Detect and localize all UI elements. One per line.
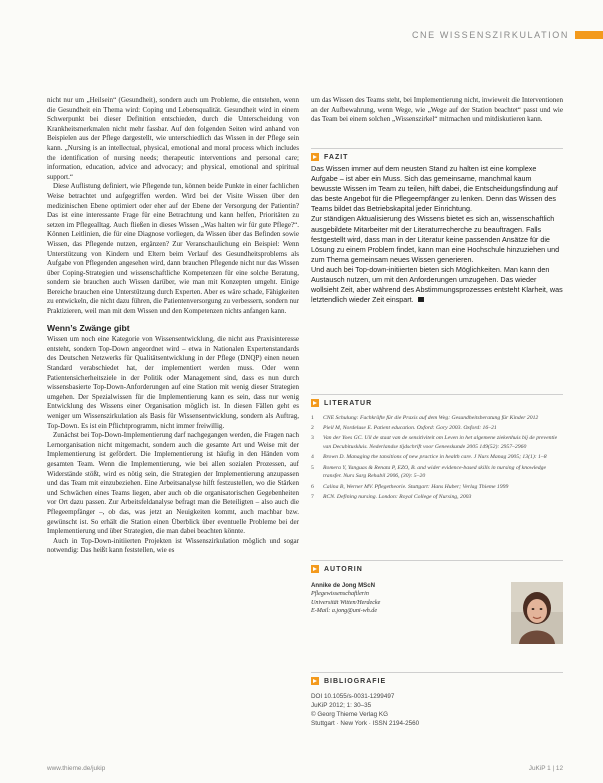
fazit-box (311, 148, 563, 305)
reference-list (311, 414, 563, 502)
reference-item: 4 Brown D. Managing the tansitions of new practice in health care. J Nurs Manag 2005; 13(1): 1–8 (311, 454, 547, 461)
reference-item: 3 Van der Yoes GC. Uil de staat van de sensitiviteit om Leven in het algemene ziekenhuis bij de preventie van Decubituskluis. Nederlandse tijdschrift voor Geneeskunde 2005 149(52): 2957–2960 (311, 435, 558, 451)
left-paragraph: Wissen um noch eine Kategorie von Wissensentwicklung, die nicht aus Praxisinteresse entsteht, sondern Top-Down angeordnet wird – etwa in Nationalen Expertenstandards des Deutschen Netzwerks für Qualitätsentwicklung in der Pflege (DNQP) einen neuen Standard verabschiedet hat, der implementiert werden muss. Oder wenn Patientensicherheitsziele in der Politik oder Management sind, dass es nun durch wissensbasierte Top-Down-Anforderungen auf eine Station mit wenig dieser Strategien umgehen. Der Spezialwissen für die Implementierung kann es sein, dass nur wenig Entwicklung des Wissens einer Organisation möglich ist. In diesen Fällen geht es weniger um Wissenszirkulation als Basis für Wissensentwicklung, sondern als Auftrag, Top-Down. Es ist ein Pflichtprogramm, nicht immer freiwillig. (47, 335, 299, 430)
fazit-paragraph: Und auch bei Top-down-initiierten bieten sich Möglichkeiten. Man kann den Austausch nutzen, um mit den Anforderungen umzugehen. Das wieder wollsieht Zeit, aber während des Abstimmungsprozesses entsteht Klarheit, was letztendlich wieder Zeit einspart. (311, 264, 563, 305)
header-accent-bar (575, 31, 603, 39)
arrow-icon (311, 677, 319, 685)
author-line: Pflegewissenschaftlerin (311, 591, 369, 598)
arrow-icon (311, 153, 319, 161)
left-column (47, 96, 299, 556)
running-title: CNE WISSENSZIRKULATION (411, 30, 569, 40)
right-intro-paragraph: um das Wissen des Teams steht, bei Implementierung nicht, inwieweit die Interventionen an der Aufbewahrung, wenn Wege, wie „Wege auf der Station beachtet“ passt und wie das Team bei einem solchen „Wissenszirkel“ mitmachen und mitdiskutieren kann. (311, 96, 563, 124)
bibliografie-box (311, 672, 563, 729)
doi-line: DOI 10.1055/s-0031-1299497 (311, 693, 395, 700)
arrow-icon (311, 399, 319, 407)
fazit-paragraph: Das Wissen immer auf dem neusten Stand zu halten ist eine komplexe Aufgabe – ist aber ein Muss. Sich das gemeinsame, manchmal kaum bewusste Wissen im Team zu teilen, hilft dabei, die Entscheidungsfindung auf das beste Angebot für die Pflegeempfänger zu lenken. Denn das Wissen des Teams bildet das Betriebskapital jeder Einrichtung. (311, 164, 558, 214)
left-paragraph: nicht nur um „Heilsein“ (Gesundheit), sondern auch um Probleme, die entstehen, wenn die Gesundheit ein Thema wird: Coping und Lebensqualität. Gesundheit wird in einem Schwerpunkt bei dieser Definition entschieden, durch die Unterscheidung von Krankheitsmerkmalen nicht mehr fassbar. Auf den folgenden Seiten wird anhand von Beispielen aus der Pflege dargestellt, wie unterschiedlich das Wissen in der Pflege sein kann. „Nursing is an intellectual, physical, emotional and moral process which includes the identification of nursing needs; therapeutic interventions and personal care; information, education, advice and advocacy; and physical, emotional and spiritual support.“ (47, 96, 299, 181)
issn-line: Stuttgart · New York · ISSN 2194-2560 (311, 719, 420, 727)
reference-item: 2 Pieil M, Nordeluse E. Patient education. Oxford: Gory 2003. Oxford: 16–21 (311, 425, 497, 432)
reference-item: 1 CNE Schulung: Fachkräfte für die Praxis auf dem Weg: Gesundheitsberatung für Kinder 2012 (311, 415, 539, 421)
reference-item: 6 Calina B, Werner MV. Pflegetheorie. Stuttgart: Hans Huber; Verlag Thieme 1999 (311, 483, 509, 490)
literatur-label: LITERATUR (324, 399, 373, 407)
author-line: Universität Witten/Herdecke (311, 599, 381, 606)
fazit-paragraph: Zur ständigen Aktualisierung des Wissens bietet es sich an, wissenschaftlich ausgebildete Mitarbeiter mit der Literaturrecherche zu beauftragen. Falls festgestellt wird, dass man in der Literatur keine passenden Ansätze für die Lösung zu einem Problem findet, kann man eine Hochschule hinzuziehen und zum Thema gemeinsam neues Wissen generieren. (311, 214, 560, 264)
literatur-box (311, 394, 563, 503)
journal-line: JuKiP 2012; 1: 30–35 (311, 701, 372, 709)
author-name: Annike de Jong MScN (311, 582, 375, 589)
author-email[interactable]: E-Mail: a.jong@uni-wh.de (311, 608, 378, 615)
left-paragraph: Zunächst bei Top-Down-Implementierung darf nachgegangen werden, die Fragen nach Lernorganisation nicht mitgemacht, sondern auch die gesamte Art und Weise mit der Implementierung ist gefördert. Die Implementierung ist häufig in den Händen vom gesamten Team. Wenn die Implementierung, wie bei allen sozialen Prozessen, auf Widerstände stößt, wird es nötig sein, die Strategien der Implementierung anzupassen und das Team mit einzubeziehen. Eine Arbeitsanalyse hilft festzustellen, wo die Stärken und Schwächen eines Teams liegen, aber auch ob die organisatorischen Gegebenheiten vor Ort dazu passen. Zur Arbeitsfeldanalyse befragt man die Beteiligten – also auch die Pflegeempfänger –, ob das, was jetzt an Neuigkeiten kommt, auch machbar bzw. gewünscht ist. So erhält die Station einen Überblick über eventuelle Probleme bei der Implementierung und über Strategien, die man dabei beachten könnte. (47, 431, 299, 536)
section-subheading: Wenn’s Zwänge gibt (47, 322, 130, 333)
author-photo (511, 582, 563, 644)
autorin-label: AUTORIN (324, 565, 363, 573)
publisher-line: © Georg Thieme Verlag KG (311, 710, 388, 718)
left-paragraph: Diese Auflistung definiert, wie Pflegende tun, können beide Punkte in einer fachlichen Weise betrachtet und aufgegriffen werden. Wird bei der Visite Wissen über den medizinischen Ebene optimiert oder eher auf der Ebene der Versorgung der Patientin? Das ist eine interessante Frage für eine Betrachtung und kann helfen, Prioritäten zu setzen im Pflegealltag. Auch fließen in dieses Wissen „Was halten wir für gute Pflege?“. Können Leitlinien, die für eine Diagnose vorliegen, da Wissen über das Befinden sowie Wissen, das Pflegende nutzen, ergänzen? Zur Veranschaulichung ein Beispiel: Wenn Unterstützung von Kindern und Eltern beim Verlauf des Gesundheitsproblems als Aufgabe von Pflegenden angesehen wird, dann brauchen Pflegende nicht nur das Wissen über Coping-Strategien und wissenschaftliche Kompetenzen für eine solche Beratung, sondern sie brauchen auch Wissen darüber, wie man mit Konzepten umgeht. Einige Bereiche brauchen eine Unterstützung durch Experten. Aber es wäre schade, Fähigkeiten zu entwickeln, die nicht dazu führen, die Patientenversorgung zu verbessern, sondern nur Praktizieren, weil man mit dem Wissen und den Kompetenzen nichts anfangen kann. (47, 182, 299, 316)
bibliografie-label: BIBLIOGRAFIE (324, 677, 387, 685)
arrow-icon (311, 565, 319, 573)
reference-item: 7 RCN. Defining nursing. London: Royal College of Nursing, 2003 (311, 493, 472, 500)
footer-page-number: JuKiP 1 | 12 (528, 765, 563, 772)
end-mark-icon (418, 297, 424, 302)
autorin-box (311, 560, 563, 644)
reference-item: 5 Romera Y, Yanguas & Renata P, EZO, B. and wider evidence-based skills in nursing of knowledge transfer. Nurs Sarg Rehabil 2006, (30): 5–20 (311, 464, 547, 480)
fazit-label: FAZIT (324, 153, 349, 161)
footer-url[interactable]: www.thieme.de/jukip (47, 765, 106, 772)
author-info (311, 582, 380, 644)
right-column-intro (311, 96, 563, 125)
running-header (412, 28, 603, 42)
left-paragraph: Auch in Top-Down-initiierten Projekten ist Wissenszirkulation möglich und sogar notwendig: Das heißt kann feststellen, wie es (47, 536, 299, 555)
